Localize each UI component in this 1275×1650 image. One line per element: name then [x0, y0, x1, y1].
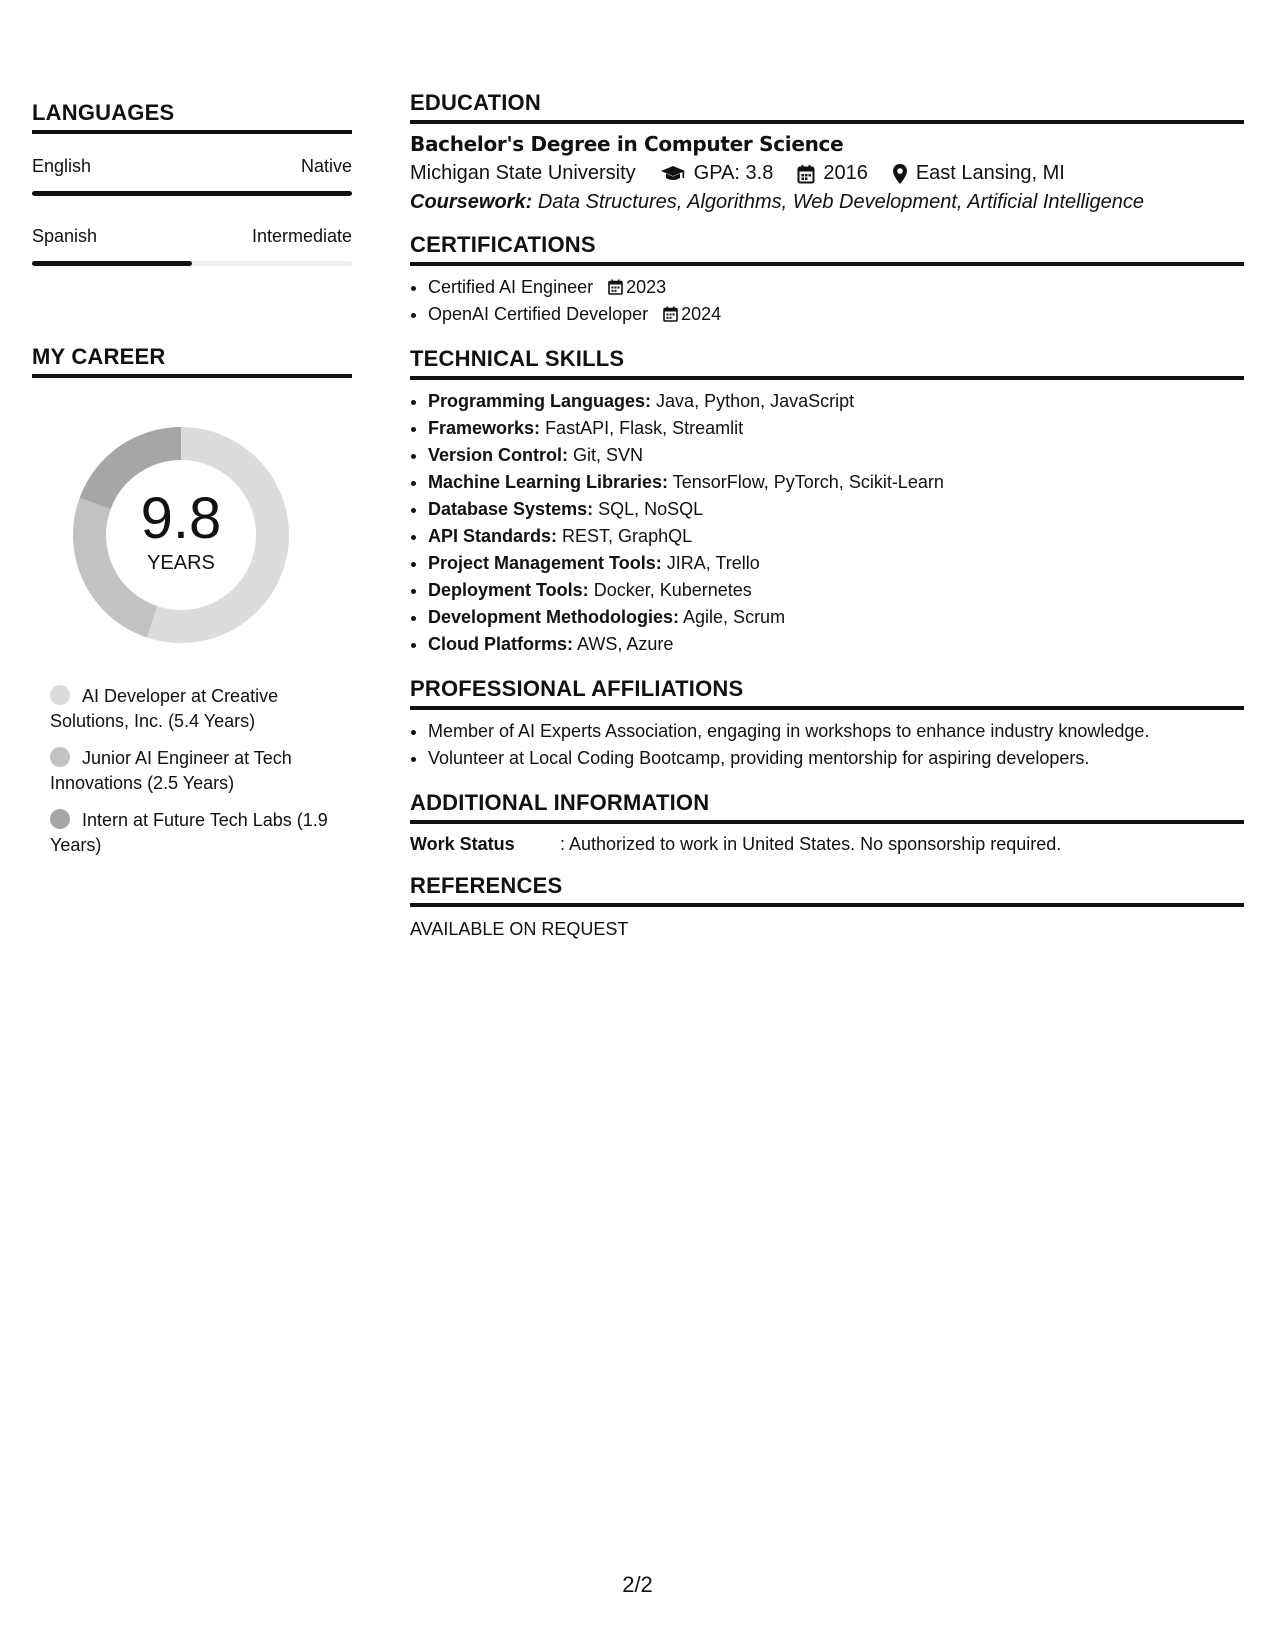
coursework-label: Coursework: [410, 191, 533, 213]
list-item [428, 604, 1244, 631]
skill-label: Machine Learning Libraries: [428, 472, 669, 492]
skill-label: Deployment Tools: [428, 580, 589, 600]
career-legend-item [50, 808, 352, 858]
skill-value: FastAPI, Flask, Streamlit [545, 418, 744, 438]
list-item [428, 274, 1244, 301]
references-text: AVAILABLE ON REQUEST [410, 919, 629, 939]
skill-value: Docker, Kubernetes [593, 580, 752, 600]
education-heading: EDUCATION [410, 90, 1244, 124]
legend-dot-icon [50, 747, 70, 767]
certification-name: Certified AI Engineer [428, 277, 594, 297]
location-pin-icon [892, 163, 908, 185]
languages-heading: LANGUAGES [32, 100, 352, 134]
language-proficiency-fill [32, 261, 192, 266]
career-role-label: Junior AI Engineer at Tech Innovations (2.5 Years) [50, 748, 292, 793]
calendar-icon [797, 164, 815, 184]
graduation-cap-icon [660, 164, 686, 184]
career-total-years: 9.8 [140, 485, 222, 551]
list-item [428, 550, 1244, 577]
sidebar [32, 100, 352, 870]
affiliations-heading: PROFESSIONAL AFFILIATIONS [410, 676, 1244, 710]
gpa: GPA: 3.8 [693, 162, 774, 184]
language-name: English [32, 156, 92, 176]
school-name: Michigan State University [410, 162, 636, 184]
coursework [410, 191, 1244, 214]
skill-label: Programming Languages: [428, 391, 652, 411]
degree-title: Bachelor's Degree in Computer Science [410, 132, 844, 156]
skill-label: API Standards: [428, 526, 558, 546]
school-location: East Lansing, MI [915, 162, 1065, 184]
education-meta [410, 162, 1244, 185]
references-section [410, 873, 1244, 940]
career-legend-item [50, 746, 352, 796]
skill-value: JIRA, Trello [666, 553, 760, 573]
list-item [428, 301, 1244, 328]
coursework-list: Data Structures, Algorithms, Web Development, Artificial Intelligence [537, 191, 1144, 213]
certifications-list [410, 274, 1244, 328]
language-level: Native [300, 156, 352, 176]
skill-value: Java, Python, JavaScript [656, 391, 855, 411]
work-status-value: : Authorized to work in United States. No sponsorship required. [560, 834, 1062, 854]
calendar-icon [663, 306, 678, 322]
language-name: Spanish [32, 226, 98, 246]
skill-value: SQL, NoSQL [598, 499, 704, 519]
list-item [428, 496, 1244, 523]
language-proficiency-fill [32, 191, 352, 196]
list-item: • Member of AI Experts Association, engaging in workshops to enhance industry knowledge. [428, 718, 1244, 745]
skills-list [410, 388, 1244, 658]
certifications-section [410, 232, 1244, 328]
language-spanish [32, 226, 352, 266]
work-status-row [410, 834, 1244, 855]
education-section [410, 90, 1244, 214]
language-proficiency-bar [32, 191, 352, 196]
skill-label: Cloud Platforms: [428, 634, 574, 654]
career-donut-chart [66, 420, 296, 650]
certification-name: OpenAI Certified Developer [428, 304, 649, 324]
list-item [428, 388, 1244, 415]
list-item [428, 577, 1244, 604]
graduation-year: 2016 [823, 162, 868, 184]
career-role-label: AI Developer at Creative Solutions, Inc. (5.4 Years) [50, 686, 279, 731]
page-number: 2/2 [622, 1572, 653, 1597]
list-item [428, 415, 1244, 442]
skill-value: REST, GraphQL [562, 526, 693, 546]
skills-section [410, 346, 1244, 658]
skill-value: AWS, Azure [577, 634, 674, 654]
career-total-unit: YEARS [147, 551, 215, 574]
legend-dot-icon [50, 809, 70, 829]
skill-label: Frameworks: [428, 418, 541, 438]
certification-year: 2024 [681, 304, 722, 324]
skill-label: Version Control: [428, 445, 569, 465]
affiliations-section [410, 676, 1244, 772]
language-level: Intermediate [251, 226, 352, 246]
career-legend [50, 684, 352, 858]
skill-value: Agile, Scrum [683, 607, 786, 627]
certification-year: 2023 [626, 277, 667, 297]
certifications-heading: CERTIFICATIONS [410, 232, 1244, 266]
references-heading: REFERENCES [410, 873, 1244, 907]
certification-date [663, 304, 721, 324]
career-legend-item [50, 684, 352, 734]
language-english [32, 156, 352, 196]
list-item [428, 469, 1244, 496]
list-item [428, 442, 1244, 469]
calendar-icon [608, 279, 623, 295]
affiliations-list [410, 718, 1244, 772]
main-content [410, 90, 1244, 958]
additional-info-heading: ADDITIONAL INFORMATION [410, 790, 1244, 824]
career-role-label: Intern at Future Tech Labs (1.9 Years) [50, 810, 328, 855]
work-status-label: Work Status [410, 834, 515, 854]
legend-dot-icon [50, 685, 70, 705]
skill-value: Git, SVN [573, 445, 644, 465]
language-proficiency-bar [32, 261, 352, 266]
list-item [428, 631, 1244, 658]
skill-value: TensorFlow, PyTorch, Scikit-Learn [672, 472, 944, 492]
skills-heading: TECHNICAL SKILLS [410, 346, 1244, 380]
skill-label: Database Systems: [428, 499, 594, 519]
certification-date [608, 277, 666, 297]
list-item [428, 523, 1244, 550]
donut-center [66, 420, 296, 650]
career-heading: MY CAREER [32, 344, 352, 378]
skill-label: Project Management Tools: [428, 553, 662, 573]
additional-info-section [410, 790, 1244, 855]
list-item: • Volunteer at Local Coding Bootcamp, providing mentorship for aspiring developers. [428, 745, 1244, 772]
skill-label: Development Methodologies: [428, 607, 680, 627]
